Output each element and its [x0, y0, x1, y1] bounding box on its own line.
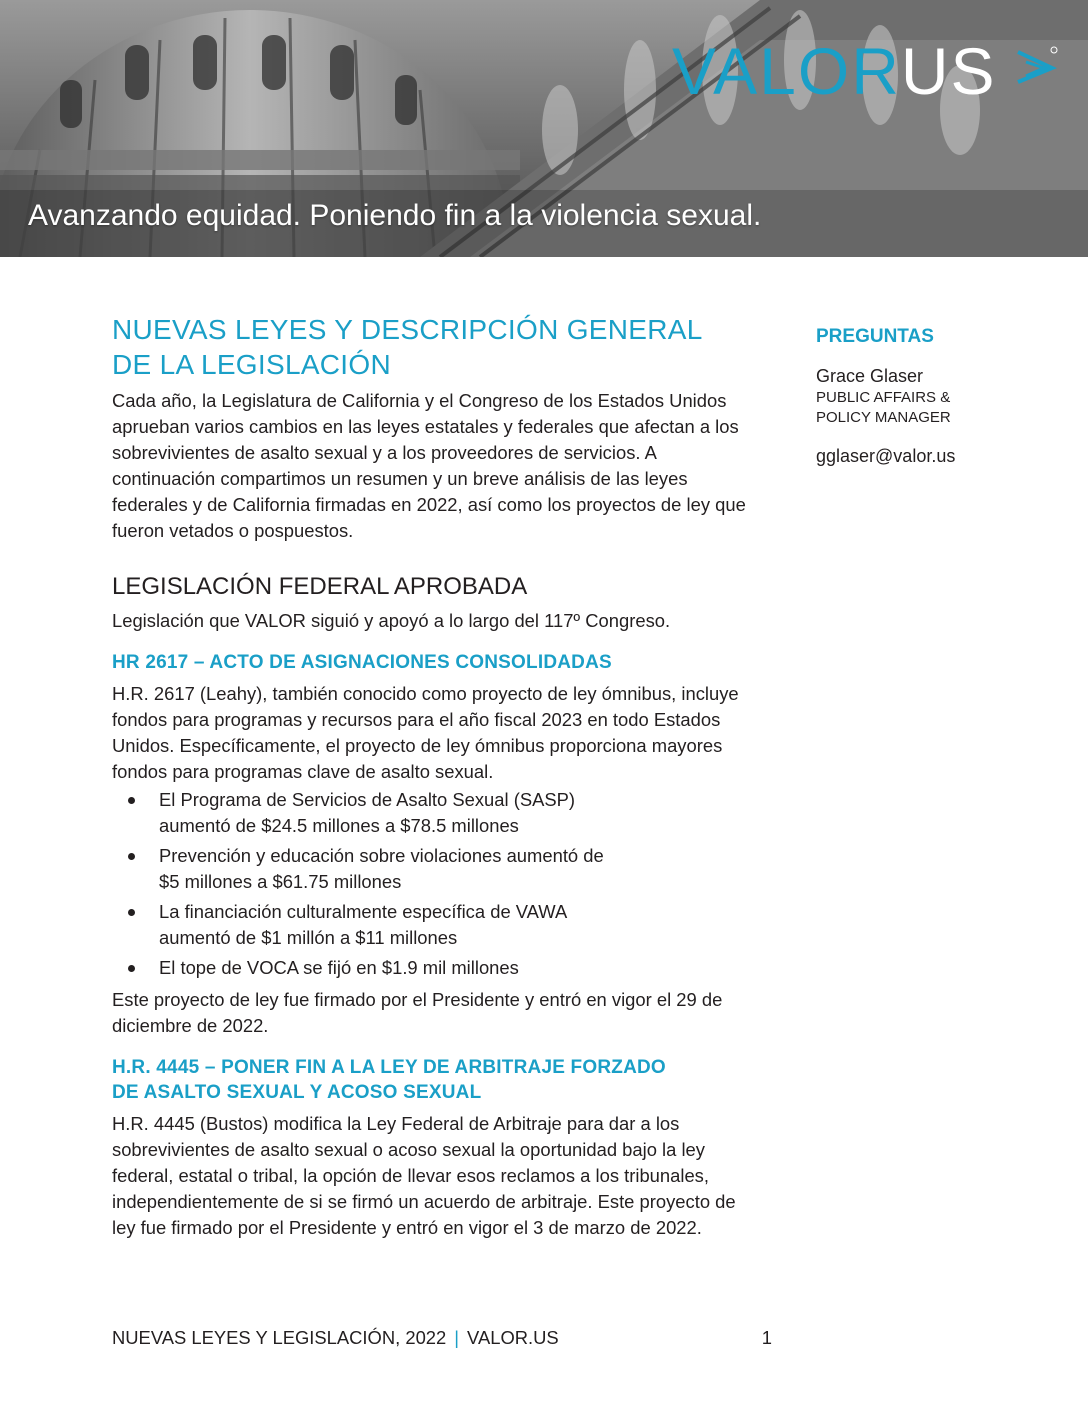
list-item-line1: Prevención y educación sobre violaciones aumentó de: [159, 845, 604, 866]
page-title: [112, 312, 762, 382]
logo-arrow-icon: [1014, 46, 1058, 86]
contact-role-line2: POLICY MANAGER: [816, 409, 951, 426]
list-item: [112, 899, 762, 951]
page-footer: [112, 1326, 772, 1350]
list-item-line1: La financiación culturalmente específica de VAWA: [159, 901, 568, 922]
page-title-line2: DE LA LEGISLACIÓN: [112, 349, 391, 380]
section-title: LEGISLACIÓN FEDERAL APROBADA: [112, 573, 528, 600]
main-content: [112, 312, 762, 1241]
contact-role-line1: PUBLIC AFFAIRS &: [816, 389, 951, 406]
bill-status-hr2617: Este proyecto de ley fue firmado por el Presidente y entró en vigor el 29 de diciembre de 2022.: [112, 989, 723, 1036]
bill-title-hr4445: [112, 1055, 762, 1105]
list-item-line2: aumentó de $24.5 millones a $78.5 millones: [159, 815, 519, 836]
bullet-icon: [128, 909, 135, 916]
footer-title: NUEVAS LEYES Y LEGISLACIÓN, 2022: [112, 1327, 447, 1348]
page-title-line1: NUEVAS LEYES Y DESCRIPCIÓN GENERAL: [112, 314, 703, 345]
footer-site-link[interactable]: VALOR.US: [467, 1327, 559, 1348]
contact-name: Grace Glaser: [816, 366, 924, 386]
funding-list: [112, 787, 762, 981]
section-subtitle: Legislación que VALOR siguió y apoyó a lo largo del 117º Congreso.: [112, 610, 671, 631]
list-item: [112, 787, 762, 839]
logo-valor-text: VALOR: [672, 34, 901, 108]
bullet-icon: [128, 853, 135, 860]
list-item-line2: $5 millones a $61.75 millones: [159, 871, 402, 892]
footer-separator: |: [454, 1327, 460, 1348]
contact-email-link[interactable]: gglaser@valor.us: [816, 446, 956, 466]
bill-body-hr4445: H.R. 4445 (Bustos) modifica la Ley Federal de Arbitraje para dar a los sobrevivientes de asalto sexual o acoso sexual la oportunidad bajo la ley federal, estatal o tribal, la opción de llevar esos reclamos a los tribunales, independientemente de si se firmó un acuerdo de arbitraje. Este proyecto de ley fue firmado por el Presidente y entró en vigor el 3 de marzo de 2022.: [112, 1113, 736, 1238]
contact-role: [816, 388, 1056, 428]
bill-title-line1: H.R. 4445 – PONER FIN A LA LEY DE ARBITRAJE FORZADO: [112, 1057, 666, 1078]
valorus-logo[interactable]: [672, 36, 997, 106]
list-item-line1: El tope de VOCA se fijó en $1.9 mil millones: [159, 957, 519, 978]
bill-title-hr2617: HR 2617 – ACTO DE ASIGNACIONES CONSOLIDADAS: [112, 652, 612, 673]
bullet-icon: [128, 797, 135, 804]
hero-banner: [0, 0, 1088, 257]
list-item-line2: aumentó de $1 millón a $11 millones: [159, 927, 458, 948]
intro-paragraph: Cada año, la Legislatura de California y el Congreso de los Estados Unidos aprueban varios cambios en las leyes estatales y federales que afectan a los sobrevivientes de asalto sexual y a los proveedores de servicios. A continuación compartimos un resumen y un breve análisis de las leyes federales y de California firmadas en 2022, así como los proyectos de ley que fueron vetados o pospuestos.: [112, 390, 746, 541]
list-item-line1: El Programa de Servicios de Asalto Sexual (SASP): [159, 789, 576, 810]
tagline: Avanzando equidad. Poniendo fin a la violencia sexual.: [28, 199, 762, 232]
logo-us-text: US: [900, 34, 997, 108]
bullet-icon: [128, 965, 135, 972]
bill-title-line2: DE ASALTO SEXUAL Y ACOSO SEXUAL: [112, 1082, 482, 1103]
page-number: 1: [761, 1327, 772, 1348]
sidebar-heading: PREGUNTAS: [816, 326, 934, 347]
bill-body-hr2617: H.R. 2617 (Leahy), también conocido como proyecto de ley ómnibus, incluye fondos para programas y recursos para el año fiscal 2023 en todo Estados Unidos. Específicamente, el proyecto de ley ómnibus proporciona mayores fondos para programas clave de asalto sexual.: [112, 683, 739, 782]
contact-sidebar: [816, 324, 1056, 468]
list-item: [112, 955, 762, 981]
list-item: [112, 843, 762, 895]
